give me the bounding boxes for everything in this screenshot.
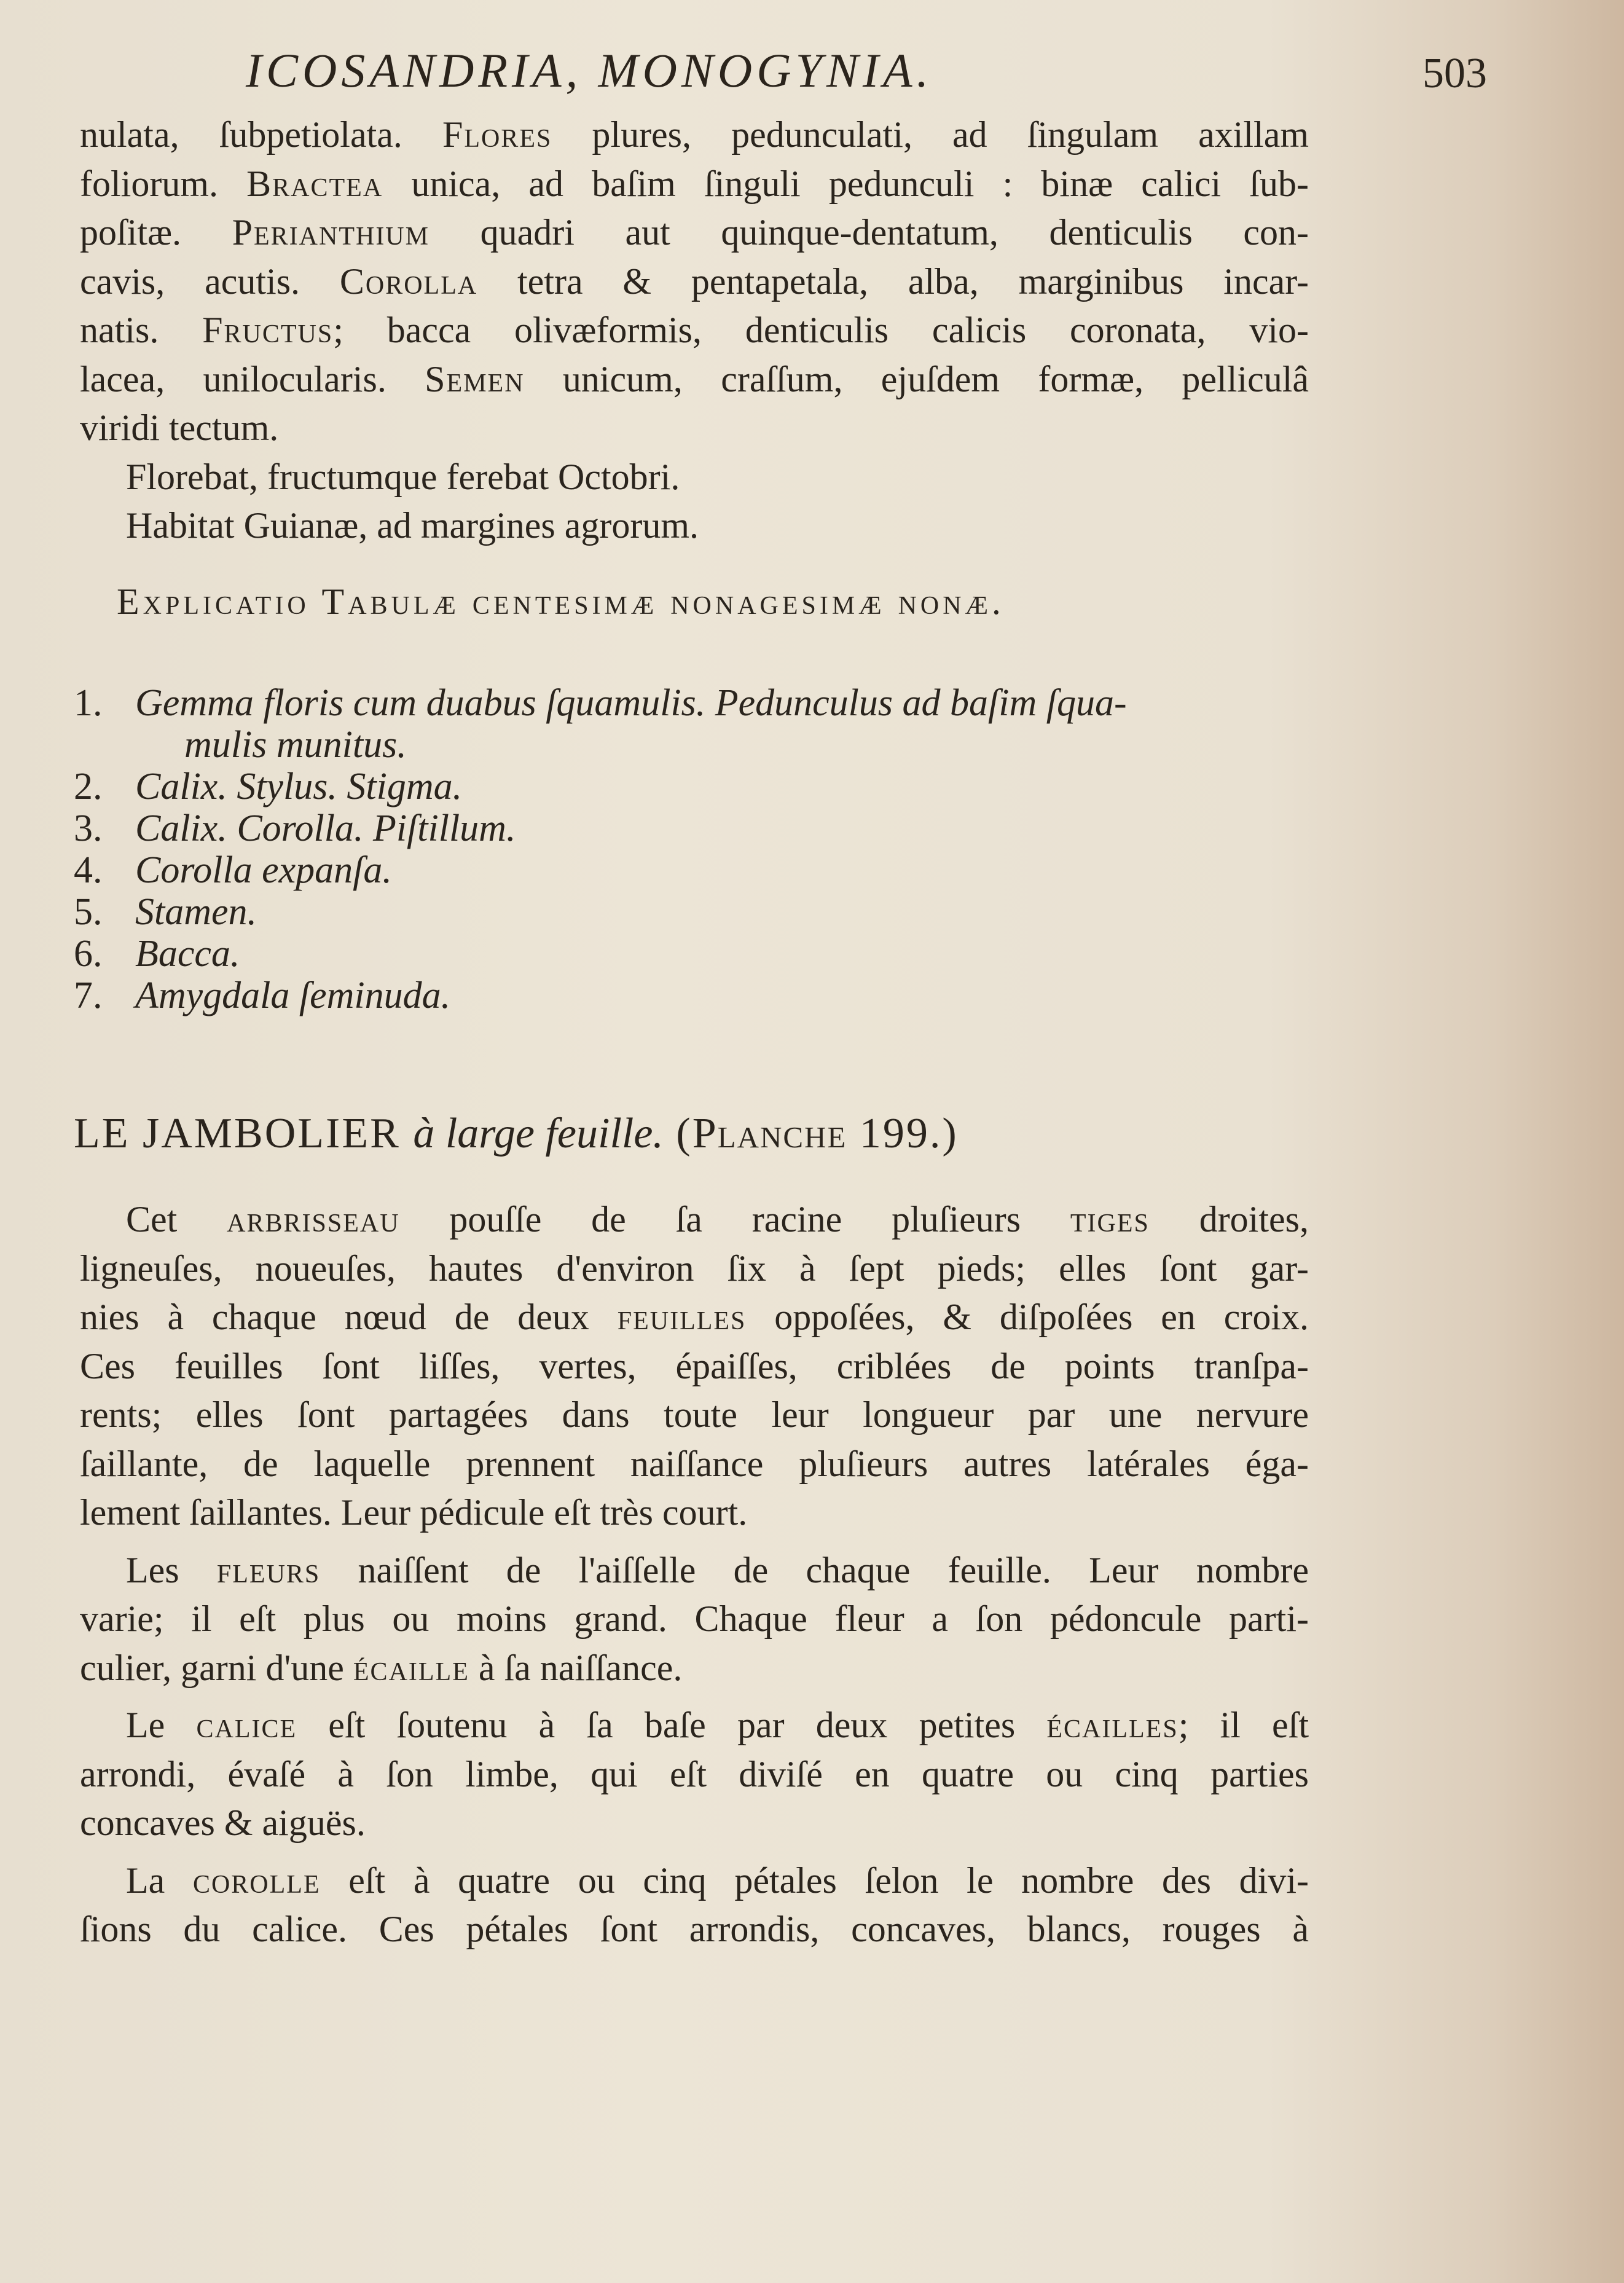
- plate-item: [74, 849, 1321, 891]
- plate-item-number: 1.: [74, 682, 103, 724]
- plate-item: [74, 933, 1321, 975]
- small-caps-term: écaille: [353, 1647, 469, 1688]
- plate-item-text: Calix. Corolla. Piſtillum.: [135, 807, 516, 849]
- small-caps-term: Flores: [442, 114, 552, 155]
- section-title-main: LE JAMBOLIER: [74, 1110, 414, 1157]
- plate-item-number: 6.: [74, 933, 103, 975]
- french-description: [80, 1195, 1309, 1963]
- text-line: Cet arbrisseau pouſſe de ſa racine pluſieurs tiges droites,: [126, 1199, 1309, 1240]
- text-line: poſitæ. Perianthium quadri aut quinque-dentatum, denticulis con-: [80, 212, 1309, 253]
- paragraph: [80, 1195, 1309, 1538]
- habitat-line: Habitat Guianæ, ad margines agrorum.: [126, 505, 699, 546]
- small-caps-term: arbrisseau: [227, 1199, 400, 1240]
- plate-item: [74, 807, 1321, 849]
- text-line: natis. Fructus; bacca olivæformis, denticulis calicis coronata, vio-: [80, 310, 1309, 350]
- section-title-planche: Planche: [692, 1110, 847, 1157]
- small-caps-term: calice: [196, 1705, 297, 1745]
- plate-item-text: Stamen.: [135, 891, 257, 933]
- text-line: foliorum. Bractea unica, ad baſim ſinguli pedunculi : binæ calici ſub-: [80, 163, 1309, 204]
- plate-item-text: Gemma floris cum duabus ſquamulis. Pedunculus ad baſim ſqua-: [135, 682, 1127, 724]
- text-line: ſaillante, de laquelle prennent naiſſance pluſieurs autres latérales éga-: [80, 1443, 1309, 1484]
- plate-explanation-list: [74, 682, 1321, 1016]
- small-caps-term: Corolla: [339, 261, 478, 302]
- text-line: lement ſaillantes. Leur pédicule eſt très court.: [80, 1492, 748, 1533]
- plate-item-text: Calix. Stylus. Stigma.: [135, 766, 463, 807]
- running-title: ICOSANDRIA, MONOGYNIA.: [246, 44, 933, 97]
- paragraph: [80, 1546, 1309, 1693]
- plate-item: [74, 891, 1321, 933]
- small-caps-term: Fructus: [202, 310, 334, 350]
- section-title-plate-number: 199.): [847, 1110, 959, 1157]
- section-title-italic: à large feuille.: [413, 1110, 664, 1157]
- small-caps-term: feuilles: [617, 1297, 747, 1337]
- text-line: varie; il eſt plus ou moins grand. Chaque fleur a ſon pédoncule parti-: [80, 1598, 1309, 1639]
- section-title: [74, 1109, 1333, 1158]
- plate-item: [74, 766, 1321, 807]
- small-caps-term: écailles: [1046, 1705, 1179, 1745]
- paragraph: [80, 1857, 1309, 1954]
- page-header: [246, 43, 1505, 111]
- text-line: cavis, acutis. Corolla tetra & pentapetala, alba, marginibus incar-: [80, 261, 1309, 302]
- text-line: culier, garni d'une écaille à ſa naiſſance.: [80, 1647, 683, 1688]
- text-line: lacea, unilocularis. Semen unicum, craſſum, ejuſdem formæ, pelliculâ: [80, 358, 1309, 399]
- small-caps-term: Perianthium: [232, 212, 430, 253]
- plate-item-number: 3.: [74, 807, 103, 849]
- small-caps-term: tiges: [1070, 1199, 1150, 1240]
- plate-item-number: 7.: [74, 975, 103, 1016]
- text-line: arrondi, évaſé à ſon limbe, qui eſt diviſé en quatre ou cinq parties: [80, 1753, 1309, 1794]
- text-line: nies à chaque nœud de deux feuilles oppoſées, & diſpoſées en croix.: [80, 1297, 1309, 1337]
- plate-item-continuation: mulis munitus.: [184, 724, 407, 766]
- plate-item-number: 4.: [74, 849, 103, 891]
- paragraph: [80, 1701, 1309, 1848]
- text-line: ſions du calice. Ces pétales ſont arrondis, concaves, blancs, rouges à: [80, 1909, 1309, 1949]
- text-line: Ces feuilles ſont liſſes, vertes, épaiſſes, criblées de points tranſpa-: [80, 1345, 1309, 1386]
- section-title-ref-open: (: [663, 1110, 692, 1157]
- small-caps-term: fleurs: [216, 1549, 321, 1590]
- text-line: nulata, ſubpetiolata. Flores plures, pedunculati, ad ſingulam axillam: [80, 114, 1309, 155]
- plate-item-text: Amygdala ſeminuda.: [135, 975, 451, 1016]
- plate-item-text: Corolla expanſa.: [135, 849, 392, 891]
- latin-description-lines: [80, 111, 1309, 453]
- latin-description: [80, 111, 1309, 551]
- florebat-line: Florebat, fructumque ferebat Octobri.: [126, 456, 680, 497]
- text-line: ligneuſes, noueuſes, hautes d'environ ſix à ſept pieds; elles ſont gar-: [80, 1248, 1309, 1289]
- plate-item-number: 5.: [74, 891, 103, 933]
- plate-explanation-heading: Explicatio Tabulæ centesimæ nonagesimæ nonæ.: [117, 581, 1005, 622]
- small-caps-term: Bractea: [246, 163, 383, 204]
- text-line: Le calice eſt ſoutenu à ſa baſe par deux petites écailles; il eſt: [126, 1705, 1309, 1745]
- page-number: 503: [1422, 50, 1487, 97]
- text-line: viridi tectum.: [80, 407, 279, 448]
- plate-item: [74, 682, 1321, 766]
- small-caps-term: corolle: [192, 1860, 321, 1901]
- plate-item-number: 2.: [74, 766, 103, 807]
- plate-item: [74, 975, 1321, 1016]
- text-line: rents; elles ſont partagées dans toute leur longueur par une nervure: [80, 1394, 1309, 1435]
- small-caps-term: Semen: [425, 358, 525, 399]
- text-line: La corolle eſt à quatre ou cinq pétales ſelon le nombre des divi-: [126, 1860, 1309, 1901]
- text-line: Les fleurs naiſſent de l'aiſſelle de chaque feuille. Leur nombre: [126, 1549, 1309, 1590]
- plate-item-text: Bacca.: [135, 933, 240, 975]
- text-line: concaves & aiguës.: [80, 1802, 366, 1843]
